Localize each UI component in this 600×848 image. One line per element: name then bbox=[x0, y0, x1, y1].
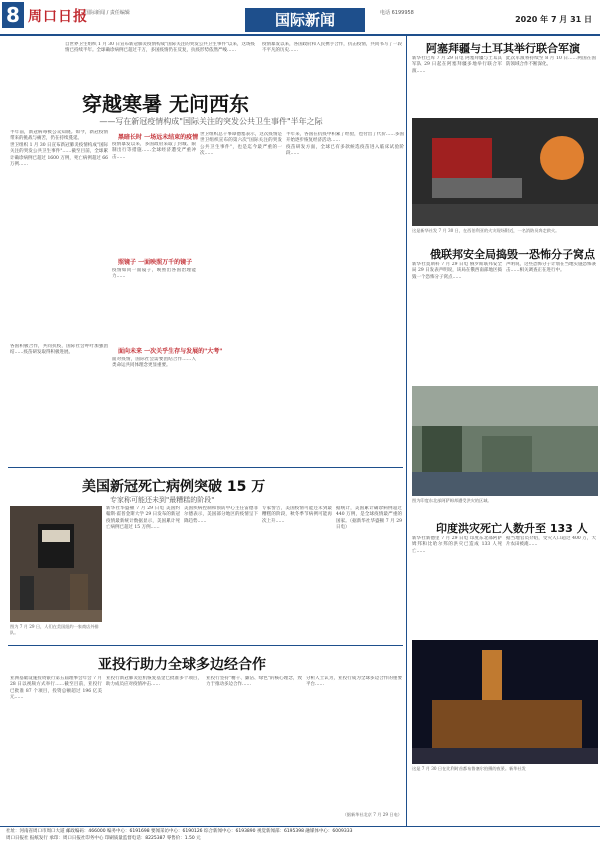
right-column-divider bbox=[406, 36, 407, 826]
main-col-4: 半年来，各国在抗疫中积累了经验，也付出了代价……多国开始逐步恢复经济活动…… 疫苗研发方面，全球已有多款候选疫苗进入临床试验阶段…… bbox=[286, 132, 404, 157]
header-meta-right: 电话 6199958 bbox=[380, 10, 414, 16]
right-3-col-2: 据当地官员介绍，受灾人口超过 400 万，大片农田被淹…… bbox=[506, 536, 596, 548]
us-col-4: 据统计，美国累计确诊病例超过 440 万例，是全球疫情最严重的国家。（据新华社华盛顿 7 月 29 日电） bbox=[336, 506, 402, 531]
header-rule bbox=[0, 34, 600, 36]
right-3-col-1: 新华社新德里 7 月 29 日电 印度东北部阿萨姆邦和比哈尔邦的洪灾已造成 133 人死亡…… bbox=[412, 536, 502, 554]
fire-photo bbox=[412, 118, 598, 226]
main-col-1: 半年前，新冠病毒被公众知晓。如今，新冠疫情带来的挑战与痛苦，仍在持续蔓延。 世卫组织 1 月 30 日宣布新冠肺炎疫情构成"国际关注的突发公共卫生事件"……截至目前，全球累计确诊病例已超过 1600 万例，死亡病例超过 66 万例…… bbox=[10, 130, 108, 168]
us-photo-art bbox=[10, 506, 102, 622]
fire-photo-art bbox=[412, 118, 598, 226]
asia-col-4: 分析人士认为，亚投行成为全球多边合作的重要平台…… bbox=[306, 676, 402, 688]
asia-col-3: 亚投行坚持"精干、廉洁、绿色"的核心理念，致力于推动多边合作…… bbox=[206, 676, 302, 688]
night-photo bbox=[412, 640, 598, 764]
us-col-3: 专家警告，美国疫情可能还未到最糟糕的阶段，秋冬季节病例可能再次上升…… bbox=[262, 506, 332, 524]
us-col-2: 美国疾病控制和预防中心主任雷德菲尔德表示，美国部分地区的疫情呈下降趋势…… bbox=[184, 506, 258, 524]
asia-title: 亚投行助力全球多边经合作 bbox=[98, 657, 266, 673]
divider-asia bbox=[8, 645, 403, 646]
night-photo-art bbox=[412, 640, 598, 764]
footer-line-2: 周口日报社 报纸发行 承印：周口日报社印务中心 印刷质量监督电话：8225387 零售价：1.50 元 bbox=[6, 836, 201, 841]
issue-date: 2020 年 7 月 31 日 bbox=[515, 15, 592, 24]
main-col-2c: 面对疫情，国际社会需要团结合作……人类命运共同体理念更显重要。 bbox=[112, 357, 196, 369]
header-meta-left: 国际新闻 / 责任编辑 bbox=[85, 10, 130, 16]
main-col-2b: 疫情如同一面镜子，映照出各国治理能力…… bbox=[112, 268, 196, 280]
main-col-2: 疫情暴发以来，多国政府采取了封城、限制出行等措施……全球经济遭受严重冲击…… bbox=[112, 142, 196, 160]
us-title: 美国新冠死亡病例突破 15 万 bbox=[82, 479, 266, 495]
us-photo bbox=[10, 506, 102, 622]
right-2-col-2: 声明说，这些恐怖分子计划在当地实施恐怖袭击……相关调查正在进行中。 bbox=[506, 262, 596, 274]
flood-caption: 图为印度东北部阿萨姆邦遭受洪灾的区域。 bbox=[412, 498, 492, 503]
main-col-3: 世卫组织总干事谭德塞表示，这次疫情是世卫组织宣布的第六次"国际关注的突发公共卫生事件"，也是迄今最严重的一次…… bbox=[200, 132, 282, 157]
right-2-col-1: 新华社莫斯科 7 月 29 日电 俄罗斯联邦安全局 29 日发表声明说，该局在俄西南部地区捣毁一个恐怖分子窝点…… bbox=[412, 262, 502, 280]
main-subtitle: ——写在新冠疫情构成"国际关注的突发公共卫生事件"半年之际 bbox=[99, 117, 323, 126]
asia-credit: （据新华社北京 7 月 29 日电） bbox=[342, 812, 402, 817]
divider-us bbox=[8, 467, 403, 468]
subhead-3: 面向未来 一次关乎生存与发展的"大考" bbox=[118, 348, 223, 355]
right-title-3: 印度洪灾死亡人数升至 133 人 bbox=[436, 522, 588, 535]
section-title: 国际新闻 bbox=[245, 8, 365, 32]
intro-text: 自世界卫生组织 1 月 30 日宣布新冠肺炎疫情构成"国际关注的突发公共卫生事件"以来，这场疫情已持续半年。全球确诊病例已超过千万，多国疫情仍在反复，抗疫形势依然严峻…… bbox=[65, 42, 255, 54]
subhead-1: 黑暗长时 一场远未结束的疫情 bbox=[118, 134, 199, 141]
subhead-2: 照镜子 一面映照万千的镜子 bbox=[118, 259, 193, 266]
main-col-1b: 各国积极合作，共同抗疫，国际社会呼吁加强团结……疫苗研发取得积极进展。 bbox=[10, 344, 108, 356]
footer bbox=[0, 826, 600, 848]
night-caption: 这是 7 月 30 日在比利时首都布鲁塞尔拍摄的夜景。新华社发 bbox=[412, 766, 526, 771]
asia-col-2: 亚投行新冠肺炎危机恢复基金已批准多个项目，助力成员应对疫情冲击…… bbox=[106, 676, 202, 688]
right-1-col-1: 新华社巴库 7 月 29 日电 阿塞拜疆与土耳其军队 29 日起在阿塞拜疆多地举行联合军演…… bbox=[412, 56, 502, 74]
main-title: 穿越寒暑 无问西东 bbox=[82, 92, 249, 116]
fire-caption: 这是新华社发 7 月 30 日，在西伯利亚的火灾现场附近，一名消防员奔走救火。 bbox=[412, 228, 560, 233]
footer-line-1: 社址：河南省周口市周口大道 邮政编码：466000 编务中心：6191698 要闻采访中心：6190126 综合新闻中心：6193890 视觉新闻部：6195398 融媒体中心：6009333 bbox=[6, 829, 353, 834]
us-photo-caption: 图为 7 月 29 日，人们在美国纽约一家商店外排队。 bbox=[10, 624, 99, 635]
newspaper-logo: 周口日报 bbox=[28, 9, 88, 25]
asia-col-1: 亚洲基础设施投资银行第五届理事会年会 7 月 28 日以视频方式举行……截至目前，亚投行已批准 87 个项目，投资总额超过 196 亿美元…… bbox=[10, 676, 102, 701]
us-subtitle: 专家称可能还未到"最糟糕的阶段" bbox=[110, 496, 215, 504]
right-title-1: 阿塞拜疆与土耳其举行联合军演 bbox=[426, 42, 580, 55]
us-col-1: 新华社华盛顿 7 月 29 日电 美国约翰斯·霍普金斯大学 29 日发布的新冠疫情最新统计数据显示，美国累计死亡病例已超过 15 万例…… bbox=[106, 506, 180, 531]
flood-photo bbox=[412, 386, 598, 496]
right-1-col-2: 此次军演将持续至 8 月 10 日……两国在国防领域合作不断深化。 bbox=[506, 56, 596, 68]
page-number: 8 bbox=[2, 2, 24, 28]
flood-photo-art bbox=[412, 386, 598, 496]
intro-text-2: 疫情暴发以来，各国政府和人民携手合作，抗击疫情，共同书写了一段不平凡的历史…… bbox=[262, 42, 402, 54]
right-title-2: 俄联邦安全局捣毁一恐怖分子窝点 bbox=[430, 248, 595, 261]
